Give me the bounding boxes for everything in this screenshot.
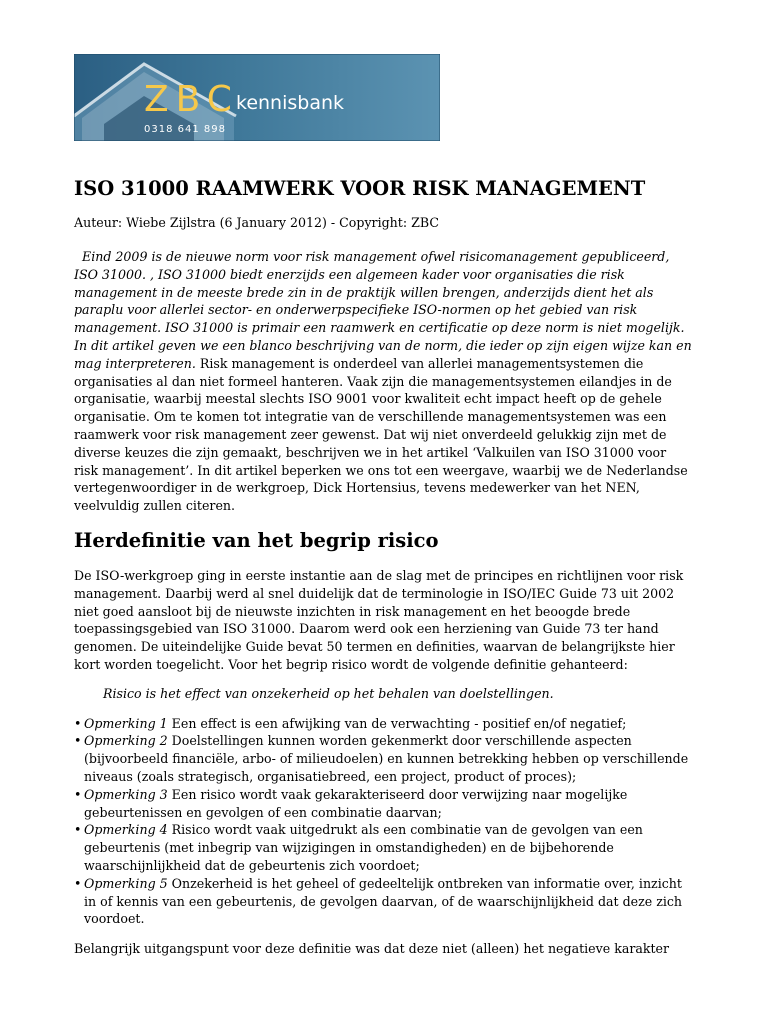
- kennisbank-label: kennisbank: [236, 92, 345, 114]
- phone-number: 0318 641 898: [144, 124, 226, 135]
- remark-text: Onzekerheid is het geheel of gedeeltelijk ontbreken van informatie over, inzicht in of kennis van een gebeurtenis, de gevolgen daarvan, of de waarschijnlijkheid dat deze zich voordoet.: [84, 875, 683, 927]
- section-heading: Herdefinitie van het begrip risico: [74, 528, 439, 552]
- page-title: ISO 31000 RAAMWERK VOOR RISK MANAGEMENT: [74, 177, 646, 200]
- remark-text: Doelstellingen kunnen worden gekenmerkt door verschillende aspecten (bijvoorbeeld financiële, arbo- of milieudoelen) en kunnen betrekking hebben op verschillende niveaus (zoals strategisch, organisatiebreed, een project, product of proces);: [84, 733, 689, 784]
- intro-body-text: Risk management is onderdeel van allerlei managementsystemen die organisaties al dan niet formeel hanteren. Vaak zijn die managementsystemen eilandjes in de organisatie, waarbij meestal slechts ISO 9001 voor kwaliteit echt impact heeft op de gehele organisatie. Om te komen tot integratie van de verschillende managementsystemen was een raamwerk voor risk management zeer gewenst. Dat wij niet onverdeeld gelukkig zijn met de diverse keuzes die zijn gemaakt, beschrijven we in het artikel ‘Valkuilen van ISO 31000 voor risk management’. In dit artikel beperken we ons tot een weergave, waarbij we de Nederlandse vertegenwoordiger in de werkgroep, Dick Hortensius, tevens medewerker van het NEN, veelvuldig zullen citeren.: [74, 355, 688, 514]
- zbc-kennisbank-banner[interactable]: [74, 54, 440, 141]
- remark-label: Opmerking 5: [84, 875, 168, 891]
- list-item: [74, 715, 694, 733]
- remark-label: Opmerking 4: [84, 822, 168, 838]
- list-item: [74, 821, 694, 874]
- article-page: [74, 54, 694, 958]
- definition-quote: Risico is het effect van onzekerheid op het behalen van doelstellingen.: [103, 685, 554, 701]
- remark-text: Risico wordt vaak uitgedrukt als een combinatie van de gevolgen van een gebeurtenis (met inbegrip van wijzigingen in omstandigheden) en de bijbehorende waarschijnlijkheid dat de gebeurtenis zich voordoet;: [84, 822, 643, 873]
- remark-text: Een risico wordt vaak gekarakteriseerd door verwijzing naar mogelijke gebeurtenissen en gevolgen of een combinatie daarvan;: [84, 786, 628, 820]
- intro-italic-text: Eind 2009 is de nieuwe norm voor risk management ofwel risicomanagement gepubliceerd, ISO 31000. , ISO 31000 biedt enerzijds een algemeen kader voor organisaties die risk management in de meeste brede zin in de praktijk willen brengen, anderzijds dient het als paraplu voor allerlei sector- en onderwerpspecifieke ISO-normen op het gebied van risk management. ISO 31000 is primair een raamwerk en certificatie op deze norm is niet mogelijk. In dit artikel geven we een blanco beschrijving van de norm, die ieder op zijn eigen wijze kan en mag interpreteren.: [74, 249, 692, 371]
- closing-paragraph: Belangrijk uitgangspunt voor deze definitie was dat deze niet (alleen) het negatieve karakter: [74, 941, 670, 957]
- remark-label: Opmerking 2: [84, 733, 168, 749]
- author-line: Auteur: Wiebe Zijlstra (6 January 2012) - Copyright: ZBC: [74, 215, 439, 230]
- remark-label: Opmerking 3: [84, 786, 168, 802]
- section-paragraph: De ISO-werkgroep ging in eerste instantie aan de slag met de principes en richtlijnen voor risk management. Daarbij werd al snel duidelijk dat de terminologie in ISO/IEC Guide 73 uit 2002 niet goed aansloot bij de nieuwste inzichten in risk management en het beoogde brede toepassingsgebied van ISO 31000. Daarom werd ook een herziening van Guide 73 ter hand genomen. De uiteindelijke Guide bevat 50 termen en definities, waarvan de belangrijkste hier kort worden toegelicht. Voor het begrip risico wordt de volgende definitie gehanteerd:: [74, 567, 684, 672]
- remarks-list: [74, 715, 694, 929]
- list-item: [74, 732, 694, 785]
- list-item: [74, 786, 694, 822]
- remark-label: Opmerking 1: [84, 715, 168, 731]
- intro-paragraph: [74, 248, 694, 515]
- zbc-logo-text: ZBC: [144, 79, 239, 120]
- list-item: [74, 875, 694, 928]
- remark-text: Een effect is een afwijking van de verwachting - positief en/of negatief;: [171, 715, 627, 731]
